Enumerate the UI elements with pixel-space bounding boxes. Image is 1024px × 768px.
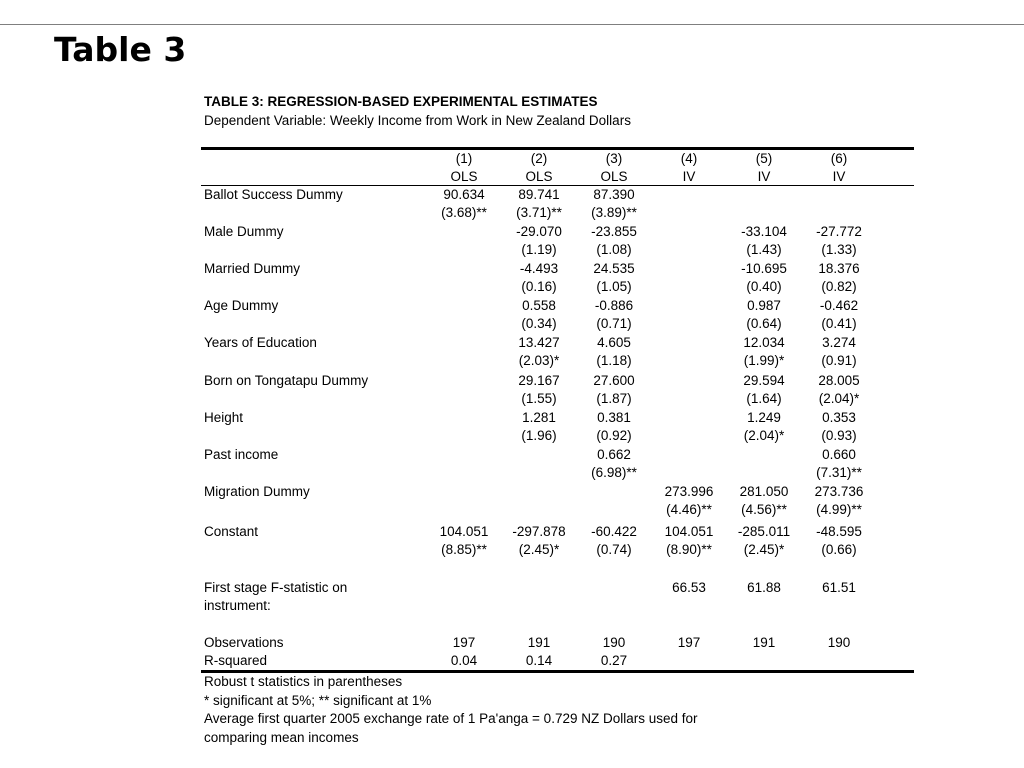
f-statistic-cell: 66.53 xyxy=(672,580,706,595)
t-statistic-cell: (0.34) xyxy=(521,316,557,331)
t-statistic-cell: (3.71)** xyxy=(516,205,562,220)
t-statistic-cell: (4.56)** xyxy=(741,502,787,517)
row-label-first-stage: First stage F-statistic on xyxy=(204,580,348,595)
note-line: Robust t statistics in parentheses xyxy=(204,674,403,689)
f-statistic-cell: 61.88 xyxy=(747,580,781,595)
coefficient-cell: 28.005 xyxy=(818,373,860,388)
column-number: (3) xyxy=(605,151,623,166)
coefficient-cell: 0.558 xyxy=(522,298,556,313)
t-statistic-cell: (0.82) xyxy=(821,279,857,294)
coefficient-cell: 4.605 xyxy=(597,335,631,350)
t-statistic-cell: (2.04)* xyxy=(818,391,860,406)
coefficient-cell: 273.736 xyxy=(814,484,864,499)
row-label-observations: Observations xyxy=(204,635,284,650)
t-statistic-cell: (0.41) xyxy=(821,316,857,331)
coefficient-cell: 104.051 xyxy=(664,524,714,539)
coefficient-cell: 12.034 xyxy=(743,335,785,350)
table-clip-area xyxy=(204,92,916,745)
coefficient-cell: 0.662 xyxy=(597,447,631,462)
t-statistic-cell: (1.05) xyxy=(596,279,632,294)
t-statistic-cell: (4.46)** xyxy=(666,502,712,517)
row-label: Ballot Success Dummy xyxy=(204,187,343,202)
t-statistic-cell: (2.04)* xyxy=(743,428,785,443)
coefficient-cell: 0.353 xyxy=(822,410,856,425)
t-statistic-cell: (0.92) xyxy=(596,428,632,443)
t-statistic-cell: (0.16) xyxy=(521,279,557,294)
t-statistic-cell: (2.45)* xyxy=(518,542,560,557)
coefficient-cell: 0.381 xyxy=(597,410,631,425)
r-squared-cell: 0.27 xyxy=(600,653,628,668)
top-divider xyxy=(0,24,1024,25)
row-label-r-squared: R-squared xyxy=(204,653,268,668)
coefficient-cell: -23.855 xyxy=(591,224,637,239)
t-statistic-cell: (2.45)* xyxy=(743,542,785,557)
coefficient-cell: -48.595 xyxy=(816,524,862,539)
coefficient-cell: 273.996 xyxy=(664,484,714,499)
t-statistic-cell: (0.74) xyxy=(596,542,632,557)
coefficient-cell: 0.987 xyxy=(747,298,781,313)
t-statistic-cell: (1.43) xyxy=(746,242,782,257)
t-statistic-cell: (0.91) xyxy=(821,353,857,368)
note-line: Average first quarter 2005 exchange rate of 1 Pa'anga = 0.729 NZ Dollars used for xyxy=(204,711,698,726)
t-statistic-cell: (1.96) xyxy=(521,428,557,443)
row-label: Years of Education xyxy=(204,335,317,350)
column-method: OLS xyxy=(450,169,478,184)
coefficient-cell: 1.249 xyxy=(747,410,781,425)
row-label: Born on Tongatapu Dummy xyxy=(204,373,369,388)
t-statistic-cell: (8.85)** xyxy=(441,542,487,557)
coefficient-cell: -27.772 xyxy=(816,224,862,239)
t-statistic-cell: (7.31)** xyxy=(816,465,862,480)
row-label: Constant xyxy=(204,524,259,539)
slide-title: Table 3 xyxy=(54,30,187,69)
coefficient-cell: 87.390 xyxy=(593,187,635,202)
column-number: (4) xyxy=(680,151,698,166)
column-method: IV xyxy=(682,169,696,184)
row-label: Married Dummy xyxy=(204,261,301,276)
note-line: * significant at 5%; ** significant at 1% xyxy=(204,692,432,708)
observations-cell: 197 xyxy=(677,635,701,650)
t-statistic-cell: (3.89)** xyxy=(591,205,637,220)
coefficient-cell: -0.462 xyxy=(819,298,859,313)
t-statistic-cell: (1.55) xyxy=(521,391,557,406)
row-label: Male Dummy xyxy=(204,224,284,239)
t-statistic-cell: (4.99)** xyxy=(816,502,862,517)
r-squared-cell: 0.04 xyxy=(450,653,478,668)
coefficient-cell: -297.878 xyxy=(512,524,566,539)
coefficient-cell: 89.741 xyxy=(518,187,560,202)
column-method: OLS xyxy=(525,169,553,184)
coefficient-cell: 27.600 xyxy=(593,373,635,388)
t-statistic-cell: (1.18) xyxy=(596,353,632,368)
t-statistic-cell: (1.19) xyxy=(521,242,557,257)
observations-cell: 191 xyxy=(527,635,551,650)
observations-cell: 190 xyxy=(827,635,851,650)
coefficient-cell: 104.051 xyxy=(439,524,489,539)
t-statistic-cell: (0.93) xyxy=(821,428,857,443)
t-statistic-cell: (8.90)** xyxy=(666,542,712,557)
coefficient-cell: -33.104 xyxy=(741,224,787,239)
t-statistic-cell: (3.68)** xyxy=(441,205,487,220)
coefficient-cell: -0.886 xyxy=(594,298,634,313)
t-statistic-cell: (0.66) xyxy=(821,542,857,557)
coefficient-cell: -285.011 xyxy=(737,524,791,539)
coefficient-cell: -60.422 xyxy=(591,524,637,539)
column-method: IV xyxy=(832,169,846,184)
coefficient-cell: 1.281 xyxy=(522,410,556,425)
note-line: comparing mean incomes xyxy=(204,729,359,745)
coefficient-cell: 0.660 xyxy=(822,447,856,462)
t-statistic-cell: (0.71) xyxy=(596,316,632,331)
row-label: Height xyxy=(204,410,244,425)
table-subtitle: Dependent Variable: Weekly Income from Work in New Zealand Dollars xyxy=(204,113,631,128)
t-statistic-cell: (1.08) xyxy=(596,242,632,257)
t-statistic-cell: (2.03)* xyxy=(518,353,560,368)
observations-cell: 190 xyxy=(602,635,626,650)
column-method: IV xyxy=(757,169,771,184)
column-number: (5) xyxy=(755,151,773,166)
t-statistic-cell: (6.98)** xyxy=(591,465,637,480)
coefficient-cell: 281.050 xyxy=(739,484,789,499)
f-statistic-cell: 61.51 xyxy=(822,580,856,595)
column-number: (6) xyxy=(830,151,848,166)
column-number: (2) xyxy=(530,151,548,166)
observations-cell: 197 xyxy=(452,635,476,650)
t-statistic-cell: (1.33) xyxy=(821,242,857,257)
coefficient-cell: -4.493 xyxy=(519,261,559,276)
coefficient-cell: 29.167 xyxy=(518,373,560,388)
column-method: OLS xyxy=(600,169,628,184)
row-label: Migration Dummy xyxy=(204,484,310,499)
table-notes xyxy=(204,673,698,747)
row-label-first-stage: instrument: xyxy=(204,598,271,613)
coefficient-cell: 29.594 xyxy=(743,373,785,388)
column-number: (1) xyxy=(455,151,473,166)
coefficient-cell: -10.695 xyxy=(741,261,787,276)
coefficient-cell: 18.376 xyxy=(818,261,860,276)
table-caption: TABLE 3: REGRESSION-BASED EXPERIMENTAL ESTIMATES xyxy=(204,94,598,109)
t-statistic-cell: (0.64) xyxy=(746,316,782,331)
row-label: Past income xyxy=(204,447,279,462)
coefficient-cell: -29.070 xyxy=(516,224,562,239)
t-statistic-cell: (1.64) xyxy=(746,391,782,406)
observations-cell: 191 xyxy=(752,635,776,650)
coefficient-cell: 90.634 xyxy=(443,187,485,202)
t-statistic-cell: (0.40) xyxy=(746,279,782,294)
t-statistic-cell: (1.87) xyxy=(596,391,632,406)
coefficient-cell: 3.274 xyxy=(822,335,856,350)
t-statistic-cell: (1.99)* xyxy=(743,353,785,368)
coefficient-cell: 24.535 xyxy=(593,261,635,276)
coefficient-cell: 13.427 xyxy=(518,335,560,350)
r-squared-cell: 0.14 xyxy=(525,653,553,668)
row-label: Age Dummy xyxy=(204,298,279,313)
